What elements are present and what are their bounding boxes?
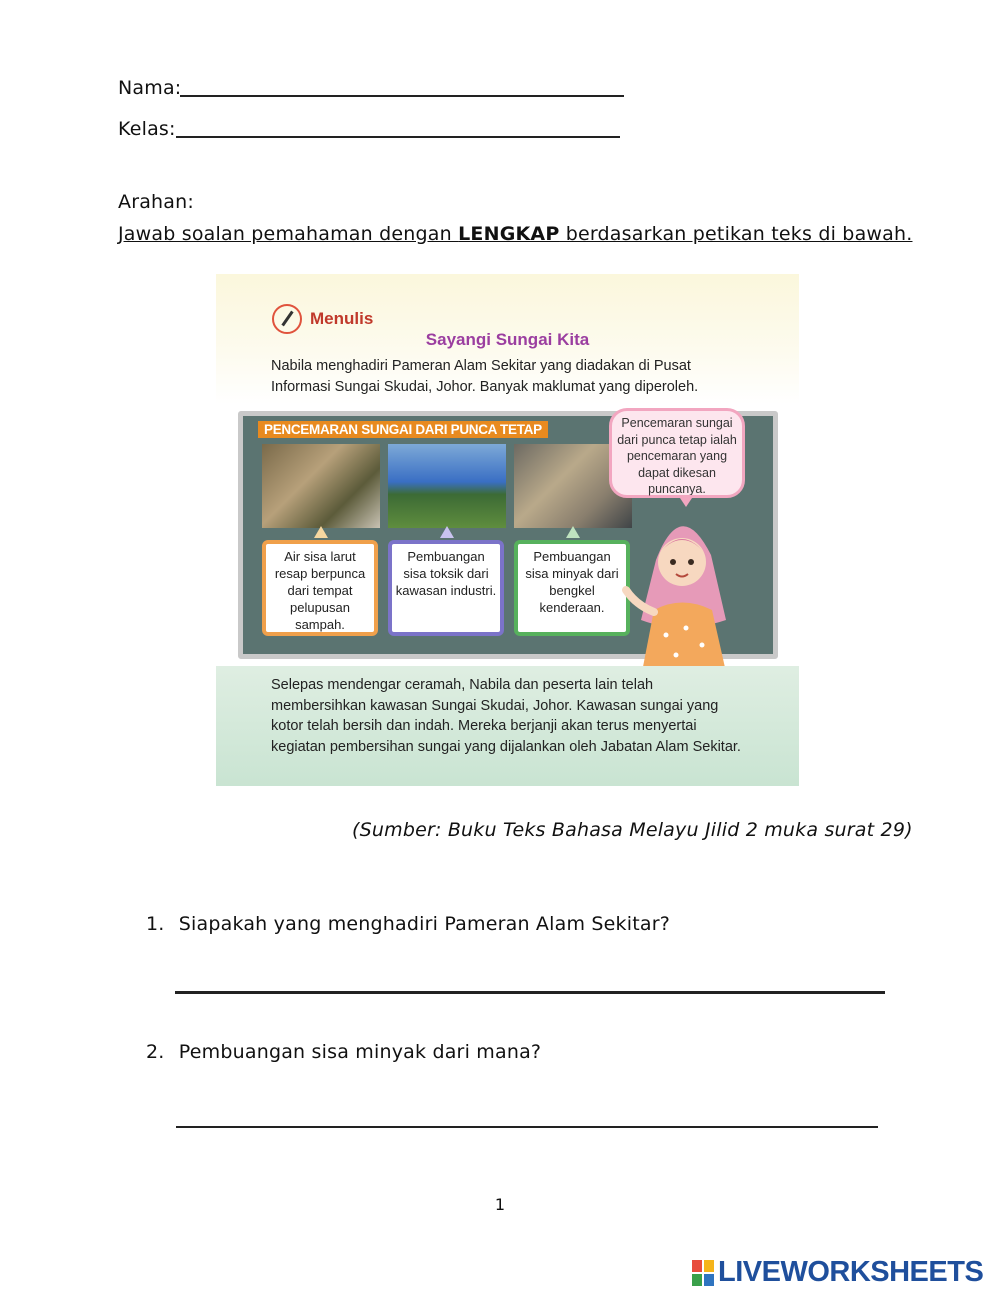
source-citation: (Sumber: Buku Teks Bahasa Melayu Jilid 2 muka surat 29) [352,819,913,841]
question-number: 1. [146,913,165,935]
board-title: PENCEMARAN SUNGAI DARI PUNCA TETAP [258,421,548,438]
brand-logo[interactable] [692,1256,983,1289]
question-text: Siapakah yang menghadiri Pameran Alam Sekitar? [178,913,671,935]
name-field[interactable] [180,95,624,97]
question-number: 2. [146,1041,165,1063]
instruction-text [118,223,912,245]
instruction-post: berdasarkan petikan teks di bawah. [559,223,913,245]
figure-outro: Selepas mendengar ceramah, Nabila dan peserta lain telah membersihkan kawasan Sungai Skudai, Johor. Kawasan sungai yang kotor telah bersih dan indah. Mereka berjanji akan terus menyertai kegiatan pembersihan sungai yang dijalankan oleh Jabatan Alam Sekitar. [271,677,741,755]
answer-field-2[interactable] [176,1126,878,1128]
class-label: Kelas: [118,118,176,140]
question-2 [146,1041,541,1063]
arrow-up-icon [566,526,580,538]
figure-intro: Nabila menghadiri Pameran Alam Sekitar yang diadakan di Pusat Informasi Sungai Skudai, Johor. Banyak maklumat yang diperoleh. [271,358,699,395]
info-card-workshop: Pembuangan sisa minyak dari bengkel kenderaan. [514,540,630,636]
textbook-figure [216,274,799,786]
landfill-photo [262,444,380,528]
class-field[interactable] [176,136,620,138]
question-text: Pembuangan sisa minyak dari mana? [178,1041,542,1063]
question-1 [146,913,670,935]
girl-illustration [616,500,746,672]
section-label: Menulis [310,309,374,328]
instruction-bold: LENGKAP [458,223,560,245]
name-label: Nama: [118,77,182,99]
instruction-pre: Jawab soalan pemahaman dengan [118,223,459,245]
liveworksheets-icon [692,1260,714,1286]
page-number: 1 [494,1195,506,1214]
arrow-up-icon [314,526,328,538]
figure-title: Sayangi Sungai Kita [425,330,590,349]
info-card-landfill: Air sisa larut resap berpunca dari tempat pelupusan sampah. [262,540,378,636]
factory-photo [388,444,506,528]
arrow-up-icon [440,526,454,538]
brand-name: LIVEWORKSHEETS [718,1256,984,1288]
answer-field-1[interactable] [175,991,885,994]
directions-label: Arahan: [118,191,194,213]
info-card-industry: Pembuangan sisa toksik dari kawasan industri. [388,540,504,636]
speech-bubble: Pencemaran sungai dari punca tetap ialah pencemaran yang dapat dikesan puncanya. [609,408,745,498]
